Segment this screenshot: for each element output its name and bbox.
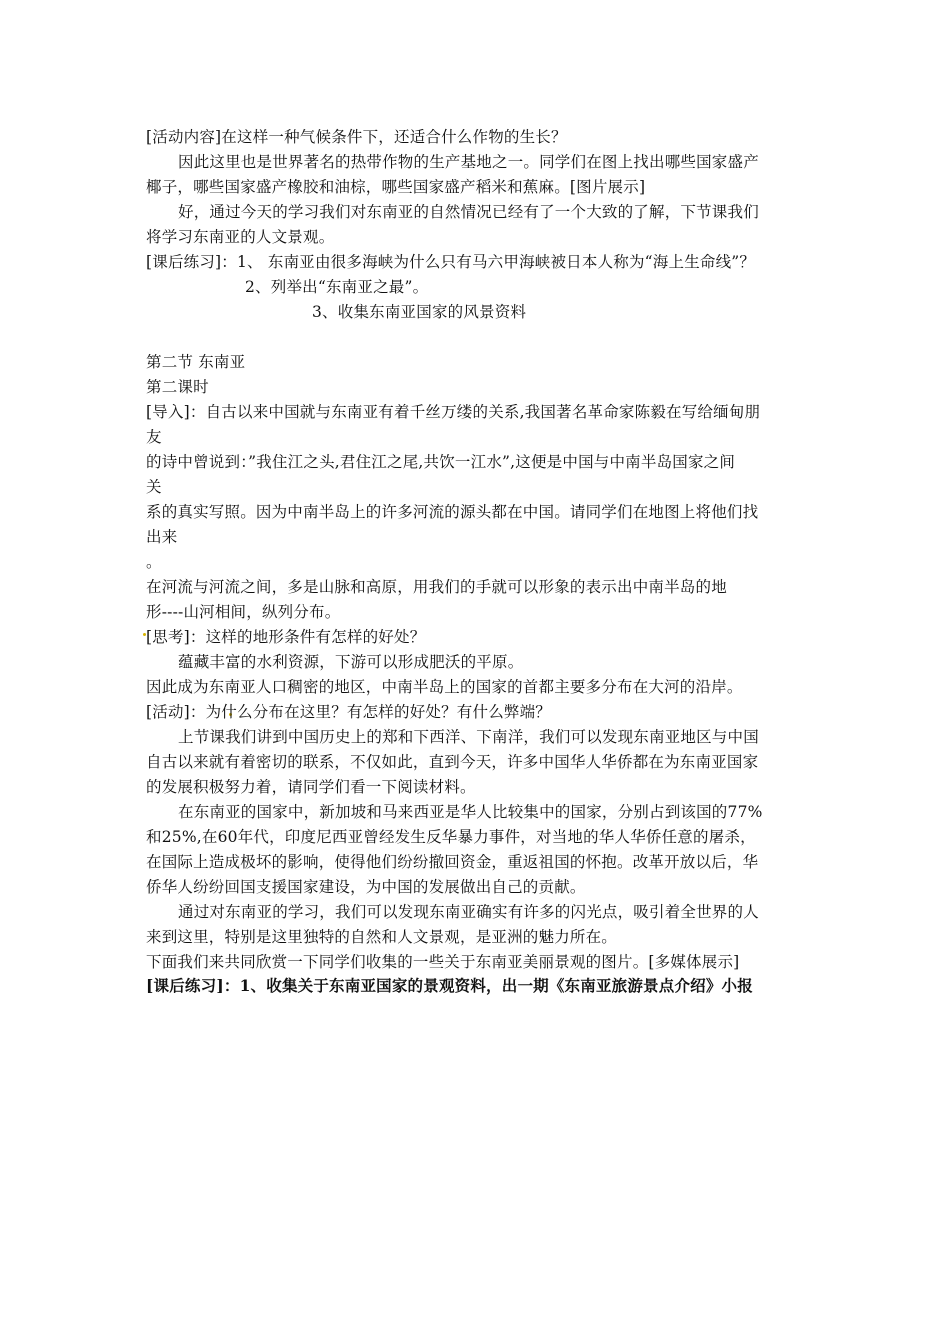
homework-line: [课后练习]：1、收集关于东南亚国家的景观资料，出一期《东南亚旅游景点介绍》小报 — [146, 976, 753, 995]
think-line: [思考]：这样的地形条件有怎样的好处？ — [146, 628, 426, 646]
intro-line: 出来 — [146, 528, 178, 546]
paragraph-line: 来到这里，特别是这里独特的自然和人文景观，是亚洲的魅力所在。 — [146, 928, 618, 946]
intro-line: 的诗中曾说到：”我住江之头,君住江之尾,共饮一江水”,这便是中国与中南半岛国家之间 — [146, 453, 736, 471]
paragraph-line: 自古以来就有着密切的联系，不仅如此，直到今天，许多中国华人华侨都在为东南亚国家 — [146, 753, 759, 771]
paragraph-line: 下面我们来共同欣赏一下同学们收集的一些关于东南亚美丽景观的图片。[多媒体展示] — [146, 953, 740, 971]
paragraph-line: 侨华人纷纷回国支援国家建设，为中国的发展做出自己的贡献。 — [146, 878, 586, 896]
homework-item: 2、列举出“东南亚之最”。 — [245, 278, 429, 296]
paragraph-line: 好，通过今天的学习我们对东南亚的自然情况已经有了一个大致的了解，下节课我们 — [178, 203, 759, 221]
activity-content-line: [活动内容]在这样一种气候条件下，还适合什么作物的生长？ — [146, 128, 567, 146]
paragraph-line: 蕴藏丰富的水利资源，下游可以形成肥沃的平原。 — [178, 653, 524, 671]
paragraph-line: 将学习东南亚的人文景观。 — [146, 228, 335, 246]
paragraph-line: 因此这里也是世界著名的热带作物的生产基地之一。同学们在图上找出哪些国家盛产 — [178, 153, 759, 171]
paragraph-line: 因此成为东南亚人口稠密的地区，中南半岛上的国家的首都主要多分布在大河的沿岸。 — [146, 678, 743, 696]
paragraph-line: 椰子，哪些国家盛产橡胶和油棕，哪些国家盛产稻米和蕉麻。[图片展示] — [146, 178, 646, 196]
intro-line: 系的真实写照。因为中南半岛上的许多河流的源头都在中国。请同学们在地图上将他们找 — [146, 503, 759, 521]
activity-line: [活动]：为什么分布在这里？有怎样的好处？有什么弊端？ — [146, 703, 551, 721]
intro-line: [导入]：自古以来中国就与东南亚有着千丝万缕的关系,我国著名革命家陈毅在写给缅甸朋 — [146, 403, 761, 421]
homework-item: 3、收集东南亚国家的风景资料 — [312, 303, 527, 321]
paragraph-line: 和25%,在60年代，印度尼西亚曾经发生反华暴力事件，对当地的华人华侨任意的屠杀， — [146, 828, 756, 846]
paragraph-line: 形----山河相间，纵列分布。 — [146, 603, 341, 621]
lesson-title: 第二课时 — [146, 378, 209, 396]
intro-line: 友 — [146, 428, 162, 446]
intro-line: 关 — [146, 478, 162, 496]
intro-line: 。 — [146, 553, 162, 571]
homework-line: [课后练习]：1、 东南亚由很多海峡为什么只有马六甲海峡被日本人称为“海上生命线”？ — [146, 253, 756, 271]
paragraph-line: 在国际上造成极坏的影响，使得他们纷纷撤回资金，重返祖国的怀抱。改革开放以后，华 — [146, 853, 759, 871]
paragraph-line: 上节课我们讲到中国历史上的郑和下西洋、下南洋，我们可以发现东南亚地区与中国 — [178, 728, 759, 746]
paragraph-line: 通过对东南亚的学习，我们可以发现东南亚确实有许多的闪光点，吸引着全世界的人 — [178, 903, 759, 921]
paragraph-line: 的发展积极努力着，请同学们看一下阅读材料。 — [146, 778, 476, 796]
section-title: 第二节 东南亚 — [146, 353, 246, 371]
paragraph-line: 在东南亚的国家中，新加坡和马来西亚是华人比较集中的国家，分别占到该国的77% — [178, 803, 763, 821]
paragraph-line: 在河流与河流之间，多是山脉和高原，用我们的手就可以形象的表示出中南半岛的地 — [146, 578, 727, 596]
